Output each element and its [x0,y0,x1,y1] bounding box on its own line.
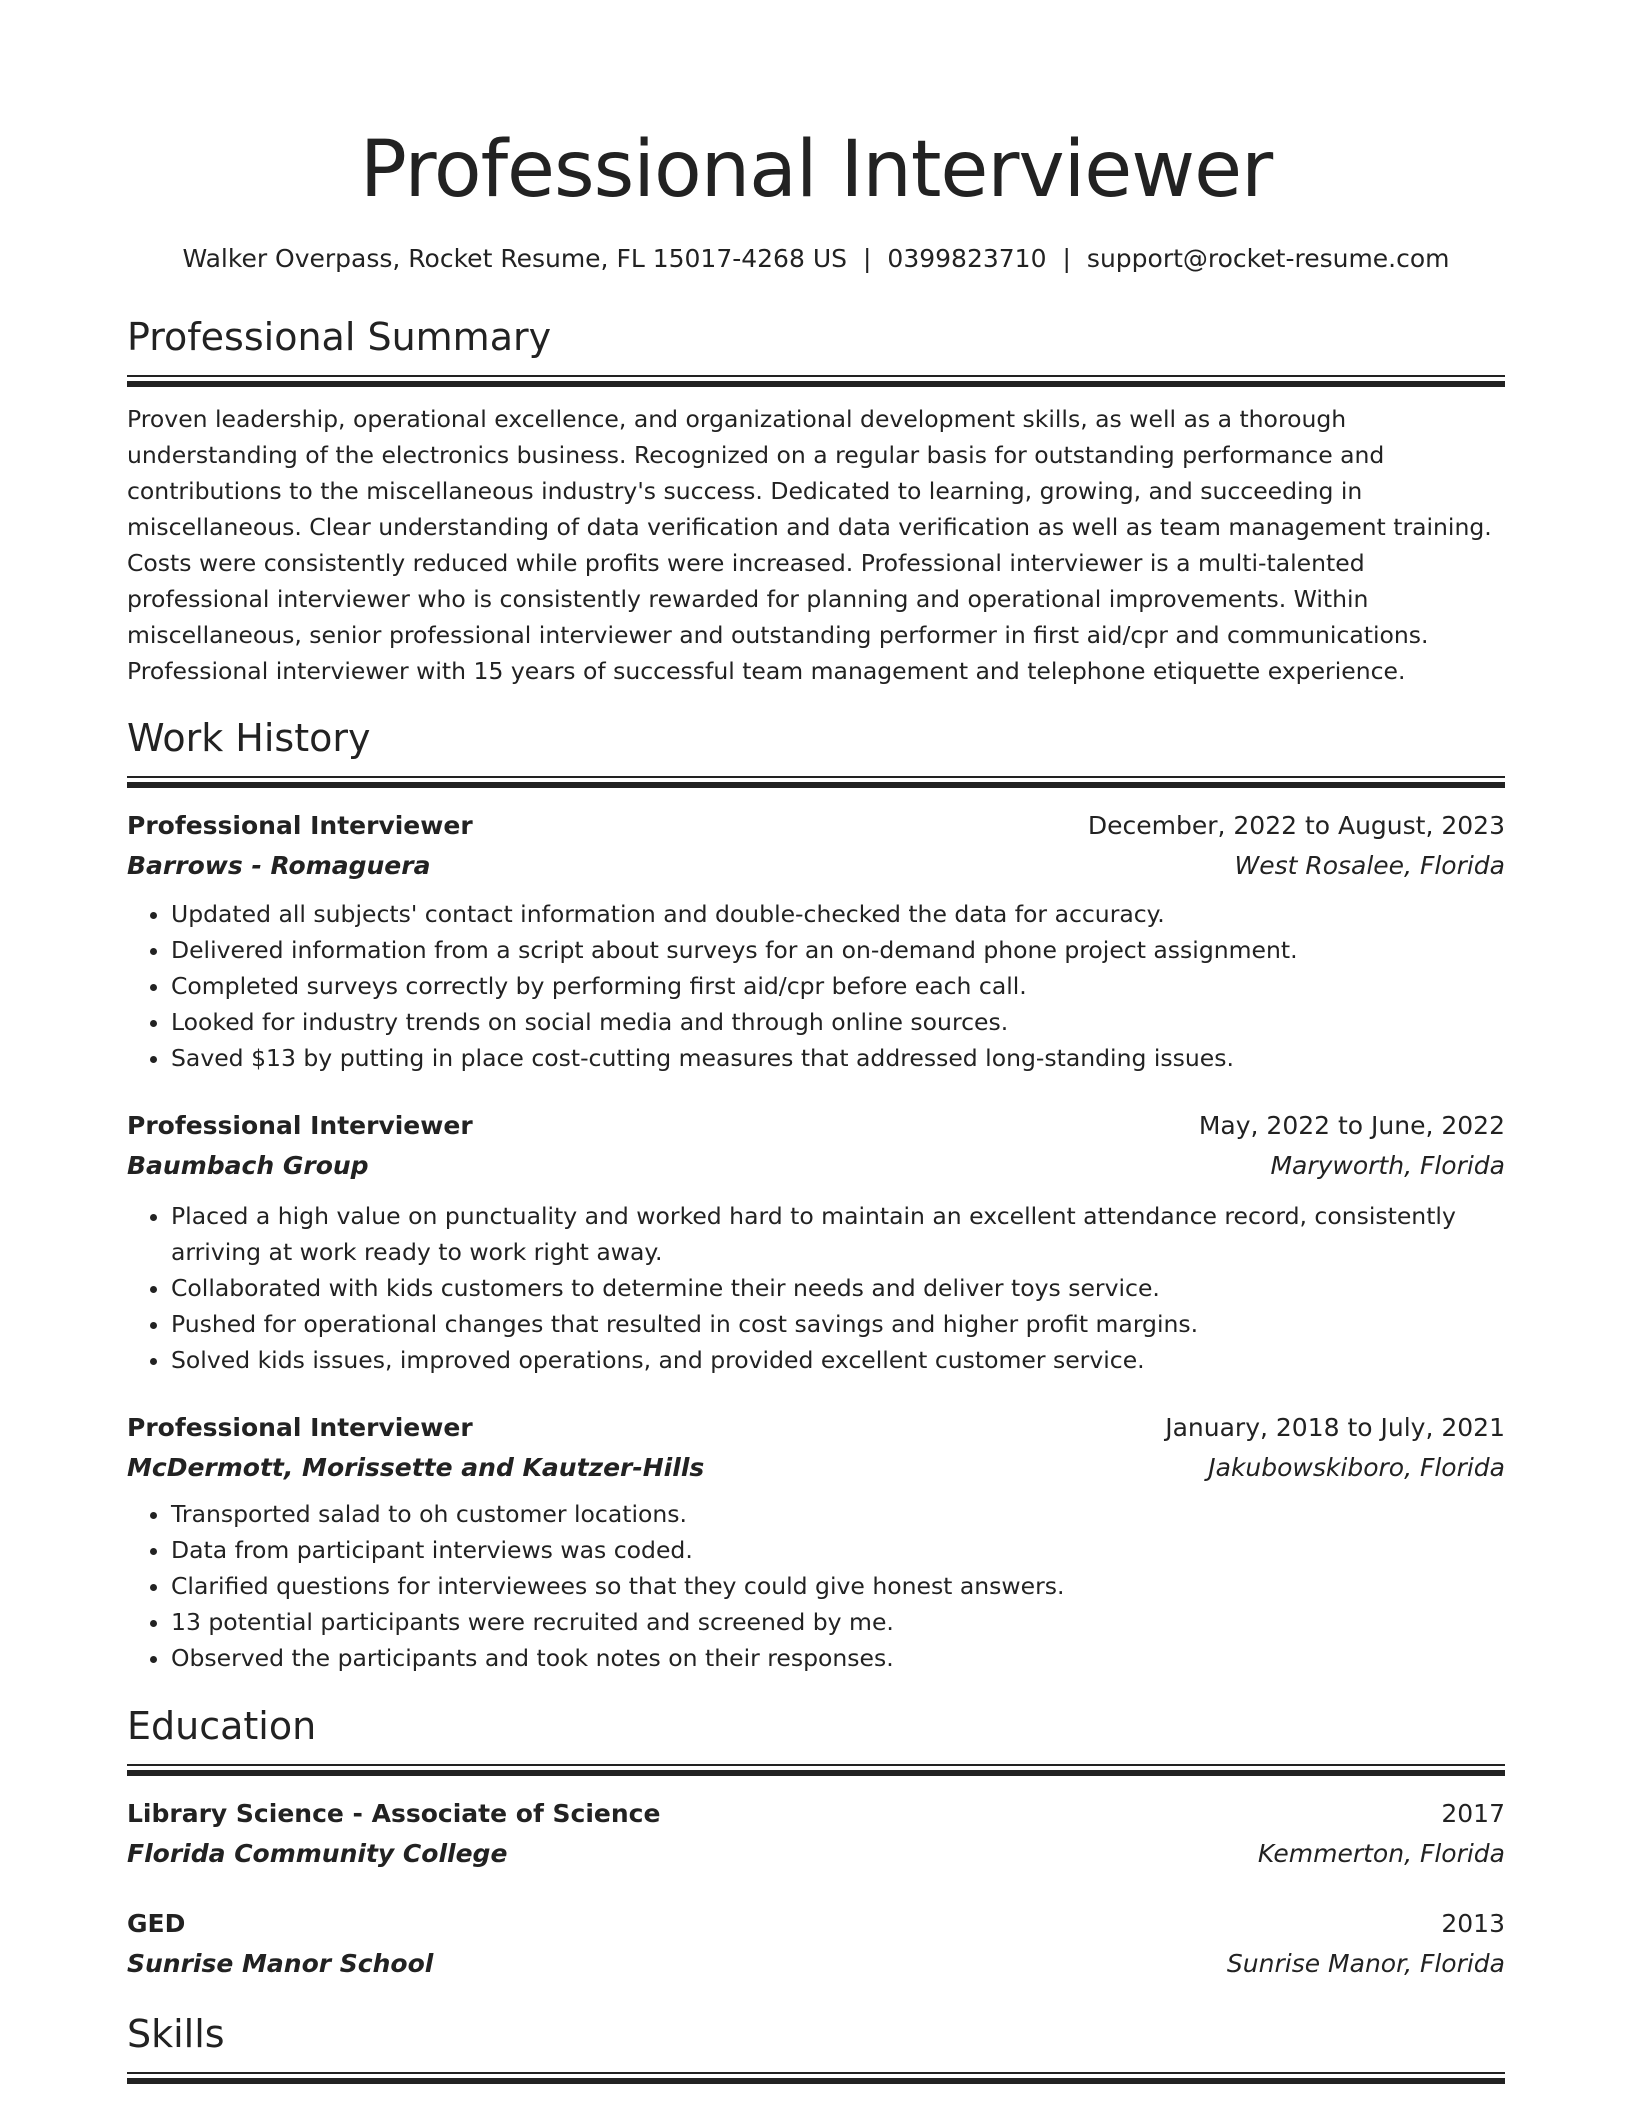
summary-section [127,313,1505,689]
section-title-work-history: Work History [127,716,371,760]
education-location: Kemmerton, Florida [1257,1839,1505,1868]
contact-email: support@rocket-resume.com [1086,244,1450,273]
education-section [127,1702,1505,1984]
job-title: Professional Interviewer [127,1111,473,1140]
job-bullet: • Placed a high value on punctuality and worked hard to maintain an excellent attendance record, consistently arriving at work ready to work right away. [171,1198,1505,1270]
section-title-summary: Professional Summary [127,315,552,359]
section-divider [127,2072,1505,2084]
contact-address: Walker Overpass, Rocket Resume, FL 15017-4268 US [182,244,847,273]
education-entry [127,1794,1505,1874]
summary-text: Proven leadership, operational excellence, and organizational development skills, as well as a thorough understanding of the electronics business. Recognized on a regular basis for outstanding performance and contributions to the miscellaneous industry's success. Dedicated to learning, growing, and succeeding in miscellaneous. Clear understanding of data verification and data verification as well as team management training. Costs were consistently reduced while profits were increased. Professional interviewer is a multi-talented professional interviewer who is consistently rewarded for planning and operational improvements. Within miscellaneous, senior professional interviewer and outstanding performer in first aid/cpr and communications. Professional interviewer with 15 years of successful team management and telephone etiquette experience. [127,405,1492,685]
job-dates: December, 2022 to August, 2023 [1087,811,1505,840]
job-bullet: • Delivered information from a script about surveys for an on-demand phone project assignment. [171,932,1505,968]
job-bullet: • Collaborated with kids customers to determine their needs and deliver toys service. [171,1270,1505,1306]
education-entry [127,1904,1505,1984]
job-location: Jakubowskiboro, Florida [1208,1453,1505,1482]
job-title: Professional Interviewer [127,1413,473,1442]
section-divider [127,375,1505,387]
job-bullet: • Transported salad to oh customer locations. [171,1496,1505,1532]
job-bullet: • Pushed for operational changes that resulted in cost savings and higher profit margins. [171,1306,1505,1342]
contact-separator: | [1062,244,1071,273]
education-degree: GED [127,1909,186,1938]
job-entry [127,806,1505,1076]
education-year: 2017 [1441,1799,1505,1828]
job-bullet: • Observed the participants and took notes on their responses. [171,1640,1505,1676]
section-title-education: Education [127,1704,317,1748]
education-school: Florida Community College [127,1839,508,1868]
job-bullet: • 13 potential participants were recruited and screened by me. [171,1604,1505,1640]
job-company: McDermott, Morissette and Kautzer-Hills [127,1453,705,1482]
job-dates: May, 2022 to June, 2022 [1198,1111,1505,1140]
contact-phone: 0399823710 [887,244,1047,273]
job-bullets [127,896,1505,1076]
education-location: Sunrise Manor, Florida [1226,1949,1505,1978]
section-divider [127,776,1505,788]
section-title-skills: Skills [127,2012,225,2056]
job-title: Professional Interviewer [127,811,473,840]
job-location: West Rosalee, Florida [1234,851,1505,880]
job-dates: January, 2018 to July, 2021 [1165,1413,1505,1442]
job-company: Barrows - Romaguera [127,851,431,880]
candidate-name: Professional Interviewer [359,125,1273,215]
education-degree: Library Science - Associate of Science [127,1799,661,1828]
job-company: Baumbach Group [127,1151,369,1180]
section-divider [127,1764,1505,1776]
job-bullet: • Saved $13 by putting in place cost-cutting measures that addressed long-standing issues. [171,1040,1505,1076]
job-bullets [127,1496,1505,1676]
job-bullet: • Clarified questions for interviewees so that they could give honest answers. [171,1568,1505,1604]
job-entry [127,1408,1505,1676]
job-bullet: • Completed surveys correctly by performing first aid/cpr before each call. [171,968,1505,1004]
job-bullet: • Looked for industry trends on social media and through online sources. [171,1004,1505,1040]
job-location: Maryworth, Florida [1270,1151,1505,1180]
job-entry [127,1106,1505,1378]
skills-section [127,2010,1505,2084]
education-year: 2013 [1441,1909,1505,1938]
education-school: Sunrise Manor School [127,1949,434,1978]
job-bullets [127,1198,1505,1378]
job-bullet: • Updated all subjects' contact information and double-checked the data for accuracy. [171,896,1505,932]
job-bullet: • Solved kids issues, improved operations, and provided excellent customer service. [171,1342,1505,1378]
job-bullet: • Data from participant interviews was coded. [171,1532,1505,1568]
contact-separator: | [862,244,872,273]
work-history-section [127,714,1505,1676]
contact-line [127,243,1505,275]
